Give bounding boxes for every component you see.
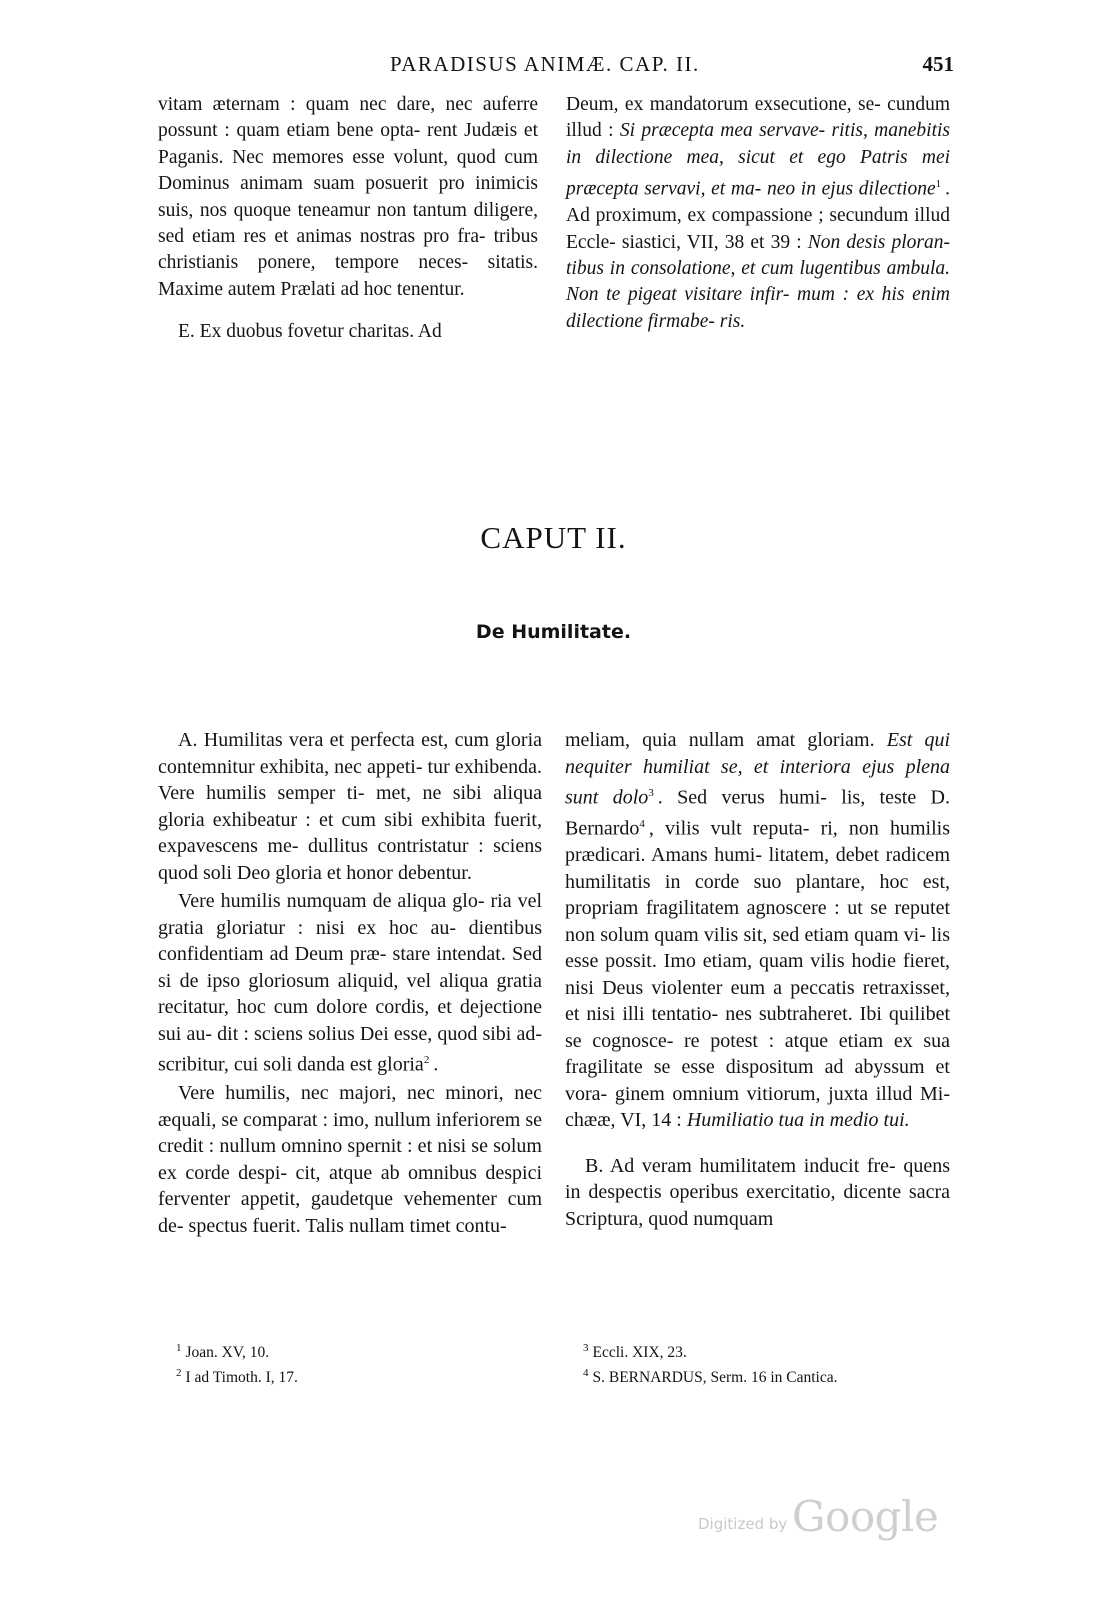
watermark-prefix: Digitized by <box>698 1515 788 1533</box>
footnote-text: Joan. XV, 10. <box>185 1344 270 1362</box>
text-line: sitatis. Maxime autem Prælati ad hoc <box>158 252 538 300</box>
footnote-text: Eccli. XIX, 23. <box>592 1344 687 1362</box>
scripture-quote: tibus in consolatione, et cum lugentibus <box>566 257 881 279</box>
text-line: . Sed verus humi- <box>657 786 827 809</box>
text-line: corde suo plantare, hoc est, propriam <box>565 870 951 920</box>
text-line: . <box>433 1053 439 1076</box>
footnote-marker: 2 <box>423 1054 430 1066</box>
footnote-mark: 3 <box>583 1342 589 1354</box>
text-line: se esse dispositum ad abyssum et vora- <box>565 1056 950 1105</box>
text-line: tenentur. <box>396 278 465 300</box>
top-left-column <box>158 92 538 346</box>
footnote-marker: 4 <box>639 818 645 831</box>
text-line: cum dolore cordis, et dejectione sui au- <box>158 996 542 1045</box>
text-line: spernit : et nisi se solum ex corde despi- <box>158 1135 542 1184</box>
footnote <box>176 1363 536 1388</box>
text-line: tur exhibenda. Vere humilis semper ti- <box>158 755 542 804</box>
text-line: Vere humilis, nec majori, nec minori, <box>178 1082 504 1105</box>
text-line: hodie fieret, nisi Deus violenter eum a <box>565 950 951 999</box>
text-line: suam posuerit pro inimicis suis, nos <box>158 173 539 221</box>
text-line: quoque teneamur non tantum diligere, <box>233 199 539 221</box>
footnote <box>583 1363 943 1388</box>
footnote-mark: 1 <box>176 1342 182 1354</box>
text-line: sed etiam res et animas nostras pro fra- <box>158 226 486 248</box>
text-line: siastici, VII, 38 et 39 : <box>621 231 808 253</box>
chapter-subtitle: De Humilitate. <box>475 621 632 643</box>
text-line: chææ, VI, 14 : <box>565 1109 687 1132</box>
text-line: dientibus confidentiam ad Deum præ- <box>158 916 543 965</box>
text-line: dullitus contristatur : sciens quod soli <box>158 835 542 884</box>
text-line: peccatis retraxisset, et nisi illi tentatio- <box>565 976 950 1026</box>
text-line: ri, non humilis prædicari. Amans humi- <box>565 817 951 867</box>
top-right-column <box>566 92 950 335</box>
footnotes-right <box>583 1338 943 1388</box>
text-line: A. Humilitas vera et perfecta est, cum <box>178 729 490 751</box>
text-line: inferiorem se credit : nullum omnino <box>158 1108 542 1158</box>
footnote-text: I ad Timoth. I, 17. <box>185 1369 298 1387</box>
text-line: ex compassione ; secundum illud Eccle- <box>566 205 950 253</box>
paragraph-b <box>565 1153 950 1233</box>
text-line: cum sibi exhibita fuerit, expavescens me- <box>158 808 542 857</box>
continuation-paragraph-right <box>566 92 950 335</box>
text-line: Deum, ex mandatorum exsecutione, se- <box>566 94 881 115</box>
text-line: rent Judæis et Paganis. Nec memores <box>158 120 538 168</box>
text-line: ria vel gratia gloriatur : nisi ex hoc au- <box>158 890 543 939</box>
running-title: PARADISUS ANIMÆ. CAP. II. <box>390 52 700 76</box>
text-line: , vilis vult reputa- <box>648 817 810 840</box>
text-line: re potest : atque etiam ex sua fragilitate <box>565 1029 950 1079</box>
text-line: scribitur, cui soli danda est gloria <box>158 1053 424 1076</box>
paragraph-a <box>158 727 542 886</box>
text-line: quens in despectis operibus exercitatio, <box>565 1154 950 1204</box>
continuation-paragraph <box>158 92 538 303</box>
scripture-quote: Humiliatio tua in medio <box>686 1109 879 1132</box>
footnote-mark: 2 <box>176 1367 182 1380</box>
footnote-text: S. BERNARDUS, Serm. 16 in Cantica. <box>592 1369 838 1387</box>
text-line: lis esse possit. Imo etiam, quam vilis <box>565 923 950 973</box>
scripture-quote: neo in ejus dilectione <box>766 178 936 200</box>
text-line: cundum illud : <box>566 94 950 142</box>
text-line: litatem, debet radicem humilitatis in <box>565 844 950 893</box>
footnote <box>176 1338 536 1363</box>
scripture-quote: mum : ex his enim dilectione firmabe- <box>566 284 950 332</box>
text-line: auferre possunt : quam etiam bene opta- <box>158 94 539 142</box>
scripture-quote: ritis, manebitis in dilectione mea, sicut et <box>566 120 950 168</box>
text-line: gloria contemnitur exhibita, nec appeti- <box>158 729 543 778</box>
text-line: dit : sciens solius Dei esse, quod sibi ad- <box>217 1022 542 1045</box>
body-right-column <box>565 727 950 1232</box>
text-line: esse volunt, quod cum Dominus animam <box>158 146 538 195</box>
footnote-mark: 4 <box>583 1367 589 1380</box>
text-line: aliquid, vel aliqua gratia recitatur, hoc <box>158 969 543 1018</box>
paragraph-e: E. Ex duobus fovetur charitas. Ad <box>178 321 442 343</box>
text-line: stare intendat. Sed si de ipso gloriosum <box>158 943 543 992</box>
footnote-marker: 1 <box>935 178 942 191</box>
text-line: tribus christianis ponere, tempore neces- <box>158 226 538 274</box>
scripture-quote: qui nequiter humiliat se, et interiora <box>565 729 950 778</box>
scripture-quote: Est <box>886 729 913 751</box>
scripture-quote: ris. <box>719 310 746 332</box>
paragraph <box>158 888 542 1078</box>
scripture-quote: Si præcepta mea servave- <box>619 120 826 142</box>
footnote-marker: 3 <box>648 787 654 799</box>
text-line: fragilitatem agnoscere : ut se reputet non <box>565 897 951 946</box>
running-head <box>160 52 960 82</box>
text-line: ginem omnium vitiorum, juxta illud Mi- <box>614 1082 951 1105</box>
footnote <box>583 1338 943 1363</box>
scripture-quote: ejus plena sunt dolo <box>565 755 951 809</box>
text-line: Deo gloria et honor debentur. <box>236 861 472 884</box>
text-line: meliam, quia nullam amat gloriam. <box>565 729 887 751</box>
text-line: dicente sacra Scriptura, quod numquam <box>565 1181 950 1230</box>
text-line: Vere humilis numquam de aliqua glo- <box>178 890 485 912</box>
scripture-quote: ego Patris mei præcepta servavi, et ma- <box>566 146 951 200</box>
paragraph-continuation <box>565 727 950 1134</box>
text-line: spectus fuerit. Talis nullam timet contu- <box>188 1214 507 1237</box>
text-line: nes subtraheret. Ibi quilibet se cognosce- <box>565 1003 951 1052</box>
page-number: 451 <box>922 52 954 76</box>
scripture-quote: tui. <box>883 1109 910 1132</box>
digitized-watermark <box>695 1492 939 1542</box>
google-logo: Google <box>792 1492 939 1541</box>
text-line: nec æquali, se comparat : imo, nullum <box>158 1082 542 1131</box>
text-line: appetit, gaudetque vehementer cum de- <box>158 1188 542 1237</box>
footnotes-left <box>176 1338 536 1388</box>
chapter-title: CAPUT II. <box>480 520 627 555</box>
text-line: B. Ad veram humilitatem inducit fre- <box>585 1154 896 1177</box>
text-line: vitam æternam : quam nec dare, nec <box>158 94 473 115</box>
text-line: solum quam vilis sit, sed etiam quam vi- <box>600 923 926 946</box>
scripture-quote: ambula. Non te pigeat visitare infir- <box>566 257 950 306</box>
text-line: lis, teste D. Bernardo <box>565 786 951 840</box>
text-line: cit, atque ab omnibus despici ferventer <box>158 1161 543 1211</box>
body-left-column <box>158 727 542 1239</box>
text-line: . Ad proximum, <box>566 178 951 227</box>
paragraph <box>158 1080 542 1239</box>
text-line: met, ne sibi aliqua gloria exhibeatur : et <box>158 782 542 831</box>
scripture-quote: Non desis ploran- <box>807 231 950 253</box>
